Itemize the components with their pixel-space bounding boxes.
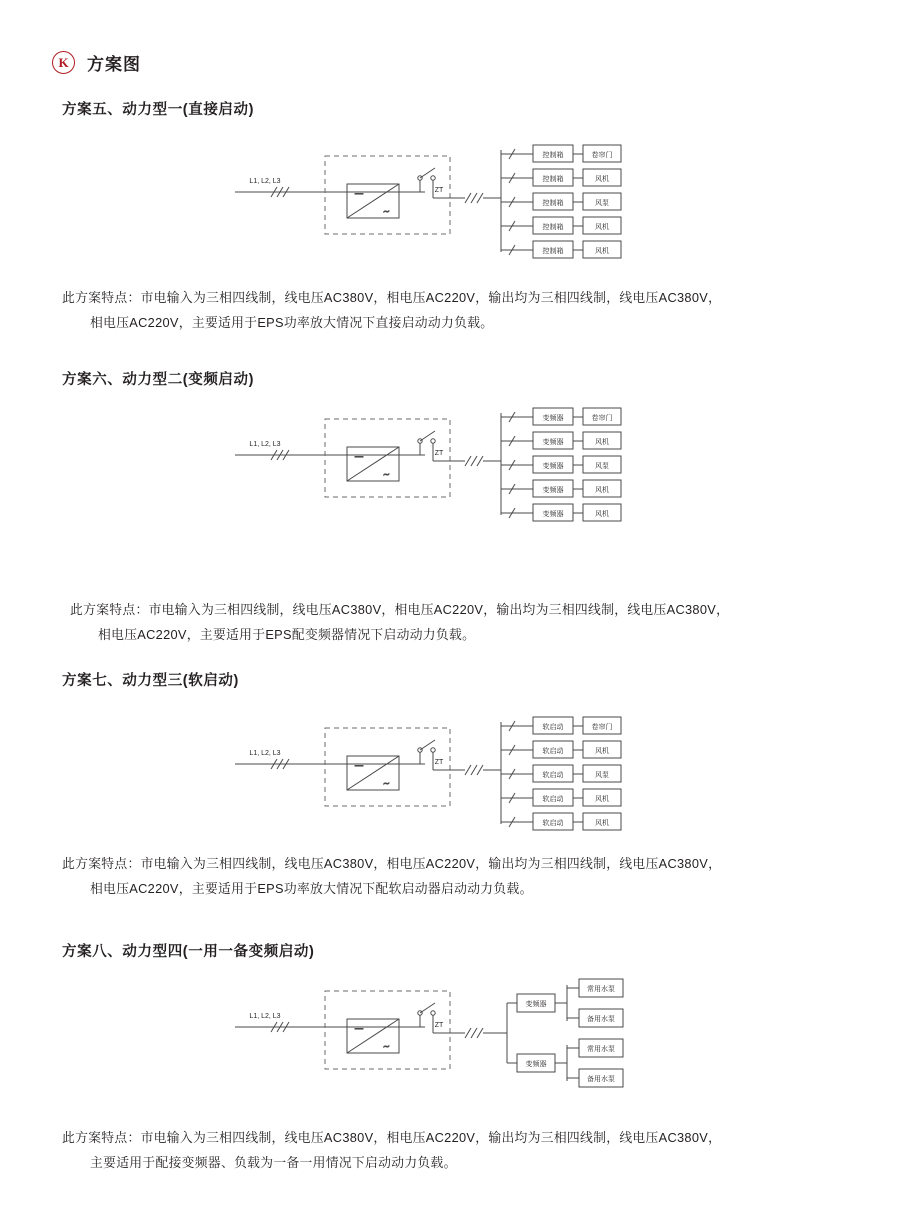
section-note [62,852,862,902]
diagram-load-label: 卷帘门 [591,415,613,422]
diagram-plan6 [215,403,635,538]
diagram-box-label: 变频器 [542,487,564,494]
section-note [62,286,862,336]
note-line: 主要适用于配接变频器、负载为一备一用情况下启动动力负载。 [90,1154,457,1170]
diagram-plan5 [215,140,635,275]
brand-logo-icon: K [52,51,75,74]
svg-text:—: — [355,452,363,461]
diagram-input-label: L1, L2, L3 [249,750,281,757]
section-title: 方案八、动力型四(一用一备变频启动) [62,944,315,960]
diagram-input-label: L1, L2, L3 [249,178,281,185]
section-note [70,598,870,648]
diagram-zt-label: ZT [434,1022,444,1029]
diagram-zt-label: ZT [434,450,444,457]
svg-text:—: — [355,189,363,198]
diagram-load-label: 风机 [595,224,609,231]
svg-text:∼: ∼ [383,779,390,788]
note-line: 相电压AC220V，主要适用于EPS功率放大情况下配软启动器启动动力负载。 [90,880,533,896]
diagram-box-label: 软启动 [542,748,564,755]
page-title: 方案图 [87,55,141,74]
diagram-input-label: L1, L2, L3 [249,441,281,448]
diagram-box-label: 变频器 [542,511,564,518]
diagram-box-label: 变频器 [542,439,564,446]
svg-text:—: — [355,761,363,770]
diagram-load-label: 风机 [595,796,609,803]
section-note [62,1126,862,1176]
svg-text:∼: ∼ [383,1042,390,1051]
note-line: 此方案特点：市电输入为三相四线制，线电压AC380V，相电压AC220V，输出均为三相四线制，线电压AC380V， [70,602,730,617]
diagram-box-label: 控制箱 [542,224,564,231]
diagram-box-label: 软启动 [542,724,564,731]
diagram-load-label: 风机 [595,748,609,755]
diagram-input-label: L1, L2, L3 [249,1013,281,1020]
diagram-load-label: 风泵 [595,772,609,779]
diagram-load-label: 卷帘门 [591,724,613,731]
section-title: 方案五、动力型一(直接启动) [62,102,255,118]
note-line: 相电压AC220V，主要适用于EPS功率放大情况下直接启动动力负载。 [90,314,494,330]
diagram-box-label: 软启动 [542,820,564,827]
diagram-box-label: 软启动 [542,772,564,779]
diagram-box-label: 变频器 [542,463,564,470]
diagram-load-label: 风机 [595,820,609,827]
section-title: 方案七、动力型三(软启动) [62,673,239,689]
diagram-box-label: 控制箱 [542,176,564,183]
diagram-load-label: 备用水泵 [587,1016,615,1023]
svg-text:∼: ∼ [383,207,390,216]
diagram-load-label: 风泵 [595,463,609,470]
diagram-plan8 [215,975,635,1100]
note-line: 此方案特点：市电输入为三相四线制，线电压AC380V，相电压AC220V，输出均为三相四线制，线电压AC380V， [62,856,722,871]
diagram-box-label: 控制箱 [542,152,564,159]
diagram-load-label: 常用水泵 [587,1046,615,1053]
diagram-box-label: 变频器 [542,415,564,422]
document-header [52,50,141,75]
diagram-load-label: 风机 [595,439,609,446]
section-title: 方案六、动力型二(变频启动) [62,372,255,388]
svg-text:—: — [355,1024,363,1033]
diagram-box-label: 控制箱 [542,248,564,255]
diagram-zt-label: ZT [434,187,444,194]
note-line: 相电压AC220V，主要适用于EPS配变频器情况下启动动力负载。 [98,626,476,642]
diagram-load-label: 风泵 [595,200,609,207]
diagram-load-label: 常用水泵 [587,986,615,993]
diagram-driver-label: 变频器 [525,1001,547,1008]
diagram-zt-label: ZT [434,759,444,766]
diagram-plan7 [215,712,635,847]
note-line: 此方案特点：市电输入为三相四线制，线电压AC380V，相电压AC220V，输出均为三相四线制，线电压AC380V， [62,290,722,305]
svg-text:∼: ∼ [383,470,390,479]
diagram-load-label: 风机 [595,487,609,494]
diagram-load-label: 备用水泵 [587,1076,615,1083]
note-line: 此方案特点：市电输入为三相四线制，线电压AC380V，相电压AC220V，输出均为三相四线制，线电压AC380V， [62,1130,722,1145]
diagram-load-label: 卷帘门 [591,152,613,159]
diagram-load-label: 风机 [595,248,609,255]
diagram-load-label: 风机 [595,511,609,518]
diagram-load-label: 风机 [595,176,609,183]
diagram-driver-label: 变频器 [525,1061,547,1068]
diagram-box-label: 控制箱 [542,200,564,207]
diagram-box-label: 软启动 [542,796,564,803]
